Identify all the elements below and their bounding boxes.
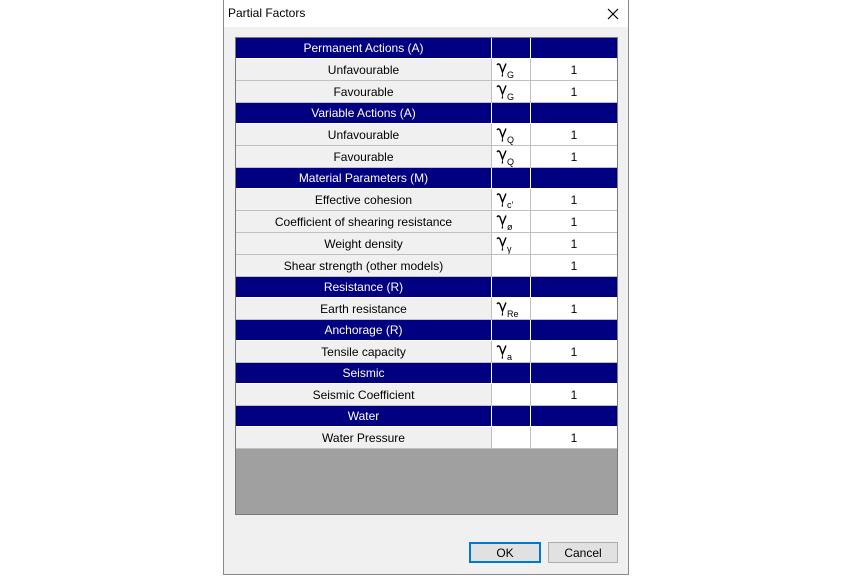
factor-row [236,124,617,146]
factor-symbol-cell [492,298,531,320]
partial-factors-grid [235,37,618,515]
close-icon [607,8,619,20]
factor-value-input[interactable]: 1 [531,427,617,449]
section-header-row [236,320,617,341]
factor-label: Seismic Coefficient [236,384,492,406]
factor-label: Shear strength (other models) [236,255,492,277]
factor-row [236,81,617,103]
factor-value-input[interactable]: 1 [531,233,617,255]
grid-rows [236,38,617,449]
header-value-cell [531,38,617,59]
factor-symbol-cell [492,38,531,59]
factor-row [236,211,617,233]
factor-label: Unfavourable [236,124,492,146]
factor-symbol-cell [492,211,531,233]
section-header-row [236,103,617,124]
factor-symbol-cell [492,406,531,427]
factor-symbol-cell [492,189,531,211]
factor-symbol-cell [492,363,531,384]
header-value-cell [531,277,617,298]
factor-label: Unfavourable [236,59,492,81]
partial-factor-symbol [496,192,513,208]
factor-symbol-cell [492,233,531,255]
section-header-label: Water [236,406,492,427]
factor-row [236,298,617,320]
header-value-cell [531,406,617,427]
symbol-subscript: Q [507,134,515,145]
factor-symbol-cell [492,168,531,189]
section-header-label: Anchorage (R) [236,320,492,341]
factor-value-input[interactable]: 1 [531,124,617,146]
symbol-subscript: Re [507,308,519,319]
factor-row [236,341,617,363]
partial-factor-symbol [496,236,512,252]
factor-value-input[interactable]: 1 [531,211,617,233]
section-header-label: Resistance (R) [236,277,492,298]
header-value-cell [531,103,617,124]
section-header-row [236,38,617,59]
factor-row [236,384,617,406]
factor-value-input[interactable]: 1 [531,146,617,168]
section-header-row [236,168,617,189]
factor-row [236,427,617,449]
partial-factor-symbol [496,344,512,360]
section-header-label: Material Parameters (M) [236,168,492,189]
factor-value-input[interactable]: 1 [531,255,617,277]
factor-row [236,233,617,255]
factor-symbol-cell [492,124,531,146]
symbol-subscript: G [507,69,515,80]
factor-label: Weight density [236,233,492,255]
symbol-subscript: Q [507,156,515,167]
factor-label: Effective cohesion [236,189,492,211]
section-header-row [236,277,617,298]
factor-row [236,255,617,277]
section-header-row [236,363,617,384]
symbol-subscript: a [507,351,513,362]
factor-symbol-cell [492,320,531,341]
title-bar [224,0,628,27]
factor-symbol-cell [492,103,531,124]
factor-label: Earth resistance [236,298,492,320]
header-value-cell [531,168,617,189]
partial-factor-symbol [496,214,513,230]
factor-label: Favourable [236,81,492,103]
factor-symbol-cell [492,255,531,277]
factor-symbol-cell [492,146,531,168]
factor-label: Favourable [236,146,492,168]
factor-label: Tensile capacity [236,341,492,363]
factor-symbol-cell [492,59,531,81]
factor-label: Coefficient of shearing resistance [236,211,492,233]
factor-symbol-cell [492,277,531,298]
factor-value-input[interactable]: 1 [531,298,617,320]
partial-factor-symbol [496,301,519,317]
factor-value-input[interactable]: 1 [531,81,617,103]
partial-factors-dialog [223,0,629,575]
factor-row [236,189,617,211]
symbol-subscript: γ [507,243,512,254]
section-header-label: Permanent Actions (A) [236,38,492,59]
section-header-label: Variable Actions (A) [236,103,492,124]
section-header-label: Seismic [236,363,492,384]
factor-symbol-cell [492,427,531,449]
ok-button[interactable]: OK [469,542,541,563]
header-value-cell [531,320,617,341]
factor-symbol-cell [492,81,531,103]
partial-factor-symbol [496,149,514,165]
factor-value-input[interactable]: 1 [531,341,617,363]
factor-row [236,146,617,168]
factor-value-input[interactable]: 1 [531,384,617,406]
factor-label: Water Pressure [236,427,492,449]
factor-symbol-cell [492,341,531,363]
symbol-subscript: c' [507,199,514,210]
partial-factor-symbol [496,84,514,100]
factor-symbol-cell [492,384,531,406]
window-title: Partial Factors [228,6,306,20]
symbol-subscript: ø [507,221,513,232]
header-value-cell [531,363,617,384]
close-button[interactable] [598,0,628,27]
section-header-row [236,406,617,427]
partial-factor-symbol [496,62,514,78]
partial-factor-symbol [496,127,514,143]
factor-value-input[interactable]: 1 [531,189,617,211]
symbol-subscript: G [507,91,515,102]
cancel-button[interactable]: Cancel [548,542,618,563]
factor-row [236,59,617,81]
factor-value-input[interactable]: 1 [531,59,617,81]
